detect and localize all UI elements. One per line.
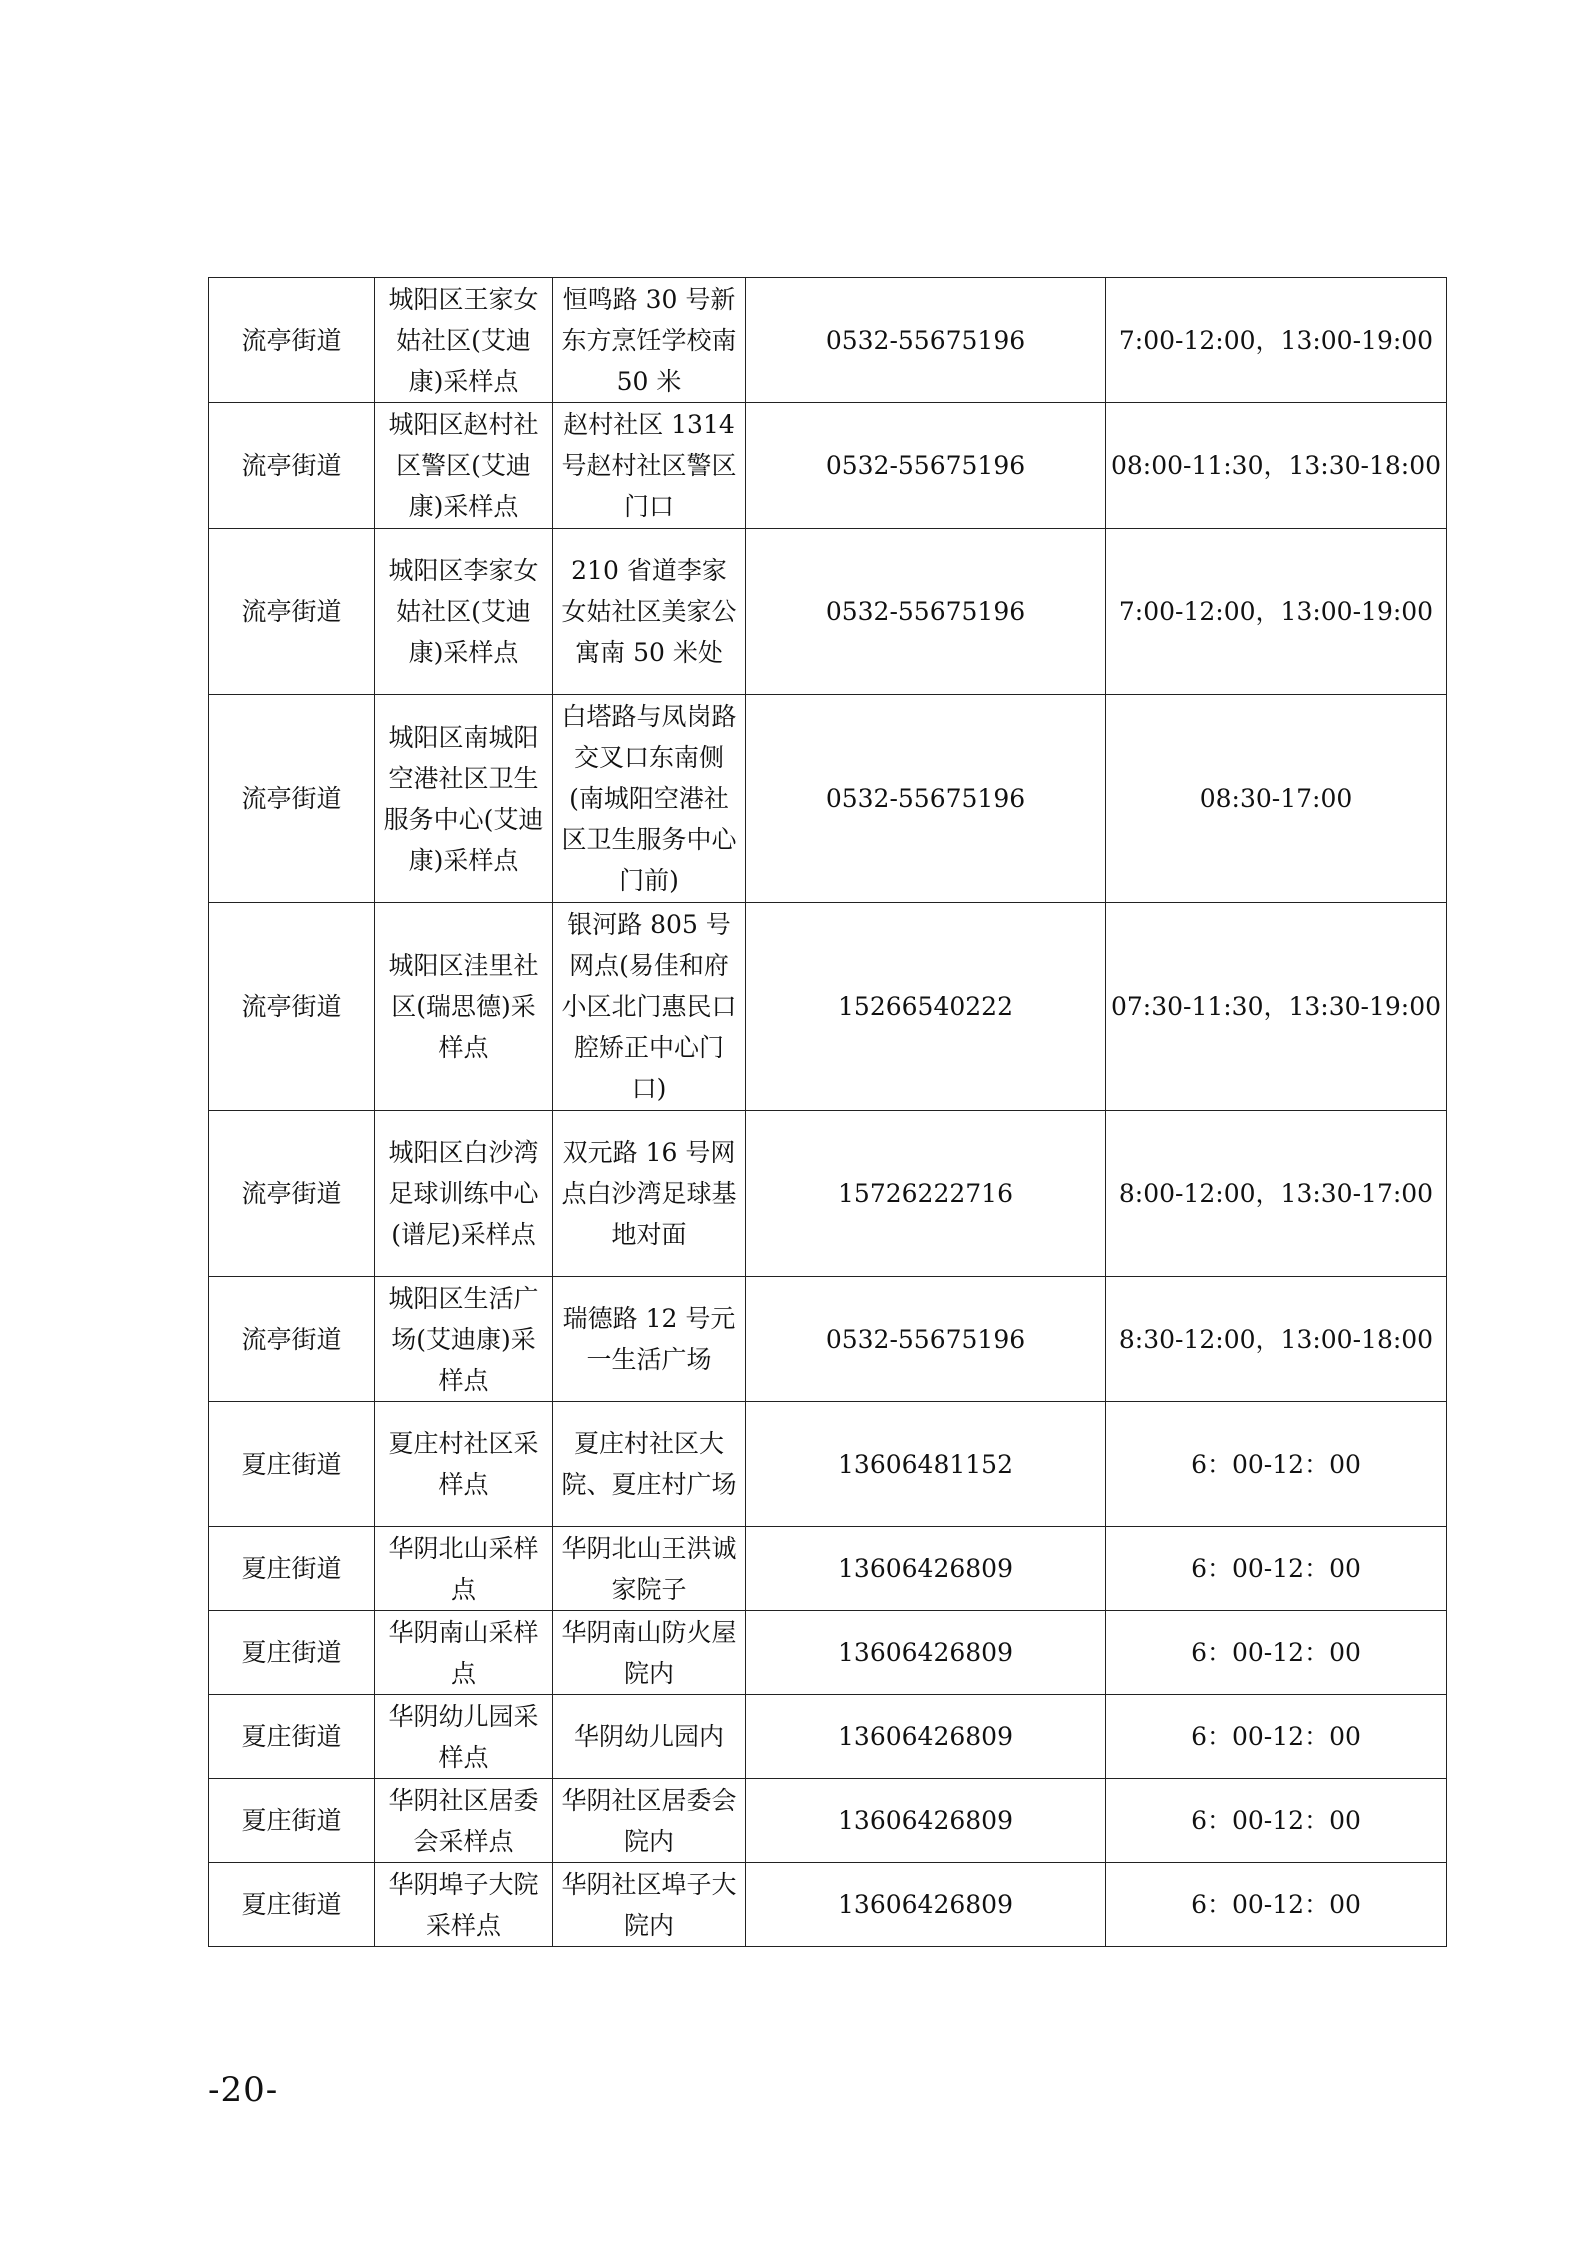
site-cell: 城阳区南城阳空港社区卫生服务中心(艾迪康)采样点 xyxy=(375,695,553,903)
street-cell: 夏庄街道 xyxy=(209,1527,375,1611)
street-cell: 流亭街道 xyxy=(209,1111,375,1277)
street-cell: 夏庄街道 xyxy=(209,1779,375,1863)
table-row xyxy=(209,1402,1447,1527)
address-cell: 白塔路与凤岗路交叉口东南侧(南城阳空港社区卫生服务中心门前) xyxy=(553,695,746,903)
address-cell: 210 省道李家女姑社区美家公寓南 50 米处 xyxy=(553,529,746,695)
hours-cell: 8:30-12:00，13:00-18:00 xyxy=(1106,1277,1447,1402)
address-cell: 华阴北山王洪诚家院子 xyxy=(553,1527,746,1611)
hours-cell: 6：00-12：00 xyxy=(1106,1402,1447,1527)
phone-cell: 0532-55675196 xyxy=(746,529,1106,695)
hours-cell: 07:30-11:30，13:30-19:00 xyxy=(1106,903,1447,1111)
site-cell: 城阳区生活广场(艾迪康)采样点 xyxy=(375,1277,553,1402)
address-cell: 华阴南山防火屋院内 xyxy=(553,1611,746,1695)
street-cell: 流亭街道 xyxy=(209,1277,375,1402)
phone-cell: 0532-55675196 xyxy=(746,278,1106,403)
street-cell: 流亭街道 xyxy=(209,695,375,903)
table-row xyxy=(209,1111,1447,1277)
address-cell: 双元路 16 号网点白沙湾足球基地对面 xyxy=(553,1111,746,1277)
street-cell: 夏庄街道 xyxy=(209,1402,375,1527)
street-cell: 流亭街道 xyxy=(209,278,375,403)
phone-cell: 13606426809 xyxy=(746,1611,1106,1695)
table-row xyxy=(209,1527,1447,1611)
table-row xyxy=(209,903,1447,1111)
site-cell: 华阴幼儿园采样点 xyxy=(375,1695,553,1779)
sampling-sites-table xyxy=(208,277,1447,1947)
site-cell: 城阳区赵村社区警区(艾迪康)采样点 xyxy=(375,403,553,529)
phone-cell: 13606481152 xyxy=(746,1402,1106,1527)
street-cell: 流亭街道 xyxy=(209,903,375,1111)
address-cell: 华阴社区居委会院内 xyxy=(553,1779,746,1863)
phone-cell: 15266540222 xyxy=(746,903,1106,1111)
phone-cell: 0532-55675196 xyxy=(746,1277,1106,1402)
street-cell: 夏庄街道 xyxy=(209,1863,375,1947)
hours-cell: 7:00-12:00，13:00-19:00 xyxy=(1106,529,1447,695)
table-row xyxy=(209,529,1447,695)
site-cell: 华阴南山采样点 xyxy=(375,1611,553,1695)
site-cell: 城阳区王家女姑社区(艾迪康)采样点 xyxy=(375,278,553,403)
phone-cell: 0532-55675196 xyxy=(746,695,1106,903)
site-cell: 华阴北山采样点 xyxy=(375,1527,553,1611)
hours-cell: 08:00-11:30，13:30-18:00 xyxy=(1106,403,1447,529)
hours-cell: 6：00-12：00 xyxy=(1106,1863,1447,1947)
address-cell: 恒鸣路 30 号新东方烹饪学校南 50 米 xyxy=(553,278,746,403)
phone-cell: 15726222716 xyxy=(746,1111,1106,1277)
street-cell: 流亭街道 xyxy=(209,403,375,529)
address-cell: 赵村社区 1314 号赵村社区警区门口 xyxy=(553,403,746,529)
table-row xyxy=(209,695,1447,903)
hours-cell: 6：00-12：00 xyxy=(1106,1527,1447,1611)
site-cell: 华阴埠子大院采样点 xyxy=(375,1863,553,1947)
phone-cell: 0532-55675196 xyxy=(746,403,1106,529)
street-cell: 夏庄街道 xyxy=(209,1611,375,1695)
phone-cell: 13606426809 xyxy=(746,1695,1106,1779)
address-cell: 华阴幼儿园内 xyxy=(553,1695,746,1779)
hours-cell: 6：00-12：00 xyxy=(1106,1779,1447,1863)
site-cell: 城阳区李家女姑社区(艾迪康)采样点 xyxy=(375,529,553,695)
table-row xyxy=(209,1779,1447,1863)
address-cell: 华阴社区埠子大院内 xyxy=(553,1863,746,1947)
hours-cell: 7:00-12:00，13:00-19:00 xyxy=(1106,278,1447,403)
hours-cell: 08:30-17:00 xyxy=(1106,695,1447,903)
table-row xyxy=(209,403,1447,529)
table-row xyxy=(209,278,1447,403)
site-cell: 城阳区白沙湾足球训练中心(谱尼)采样点 xyxy=(375,1111,553,1277)
phone-cell: 13606426809 xyxy=(746,1527,1106,1611)
phone-cell: 13606426809 xyxy=(746,1863,1106,1947)
table-row xyxy=(209,1863,1447,1947)
street-cell: 夏庄街道 xyxy=(209,1695,375,1779)
street-cell: 流亭街道 xyxy=(209,529,375,695)
table-row xyxy=(209,1277,1447,1402)
site-cell: 夏庄村社区采样点 xyxy=(375,1402,553,1527)
address-cell: 夏庄村社区大院、夏庄村广场 xyxy=(553,1402,746,1527)
site-cell: 城阳区洼里社区(瑞思德)采样点 xyxy=(375,903,553,1111)
address-cell: 银河路 805 号网点(易佳和府小区北门惠民口腔矫正中心门口) xyxy=(553,903,746,1111)
phone-cell: 13606426809 xyxy=(746,1779,1106,1863)
hours-cell: 6：00-12：00 xyxy=(1106,1611,1447,1695)
hours-cell: 8:00-12:00，13:30-17:00 xyxy=(1106,1111,1447,1277)
table-row xyxy=(209,1611,1447,1695)
table-row xyxy=(209,1695,1447,1779)
hours-cell: 6：00-12：00 xyxy=(1106,1695,1447,1779)
page-number: -20- xyxy=(208,2070,279,2110)
address-cell: 瑞德路 12 号元一生活广场 xyxy=(553,1277,746,1402)
site-cell: 华阴社区居委会采样点 xyxy=(375,1779,553,1863)
